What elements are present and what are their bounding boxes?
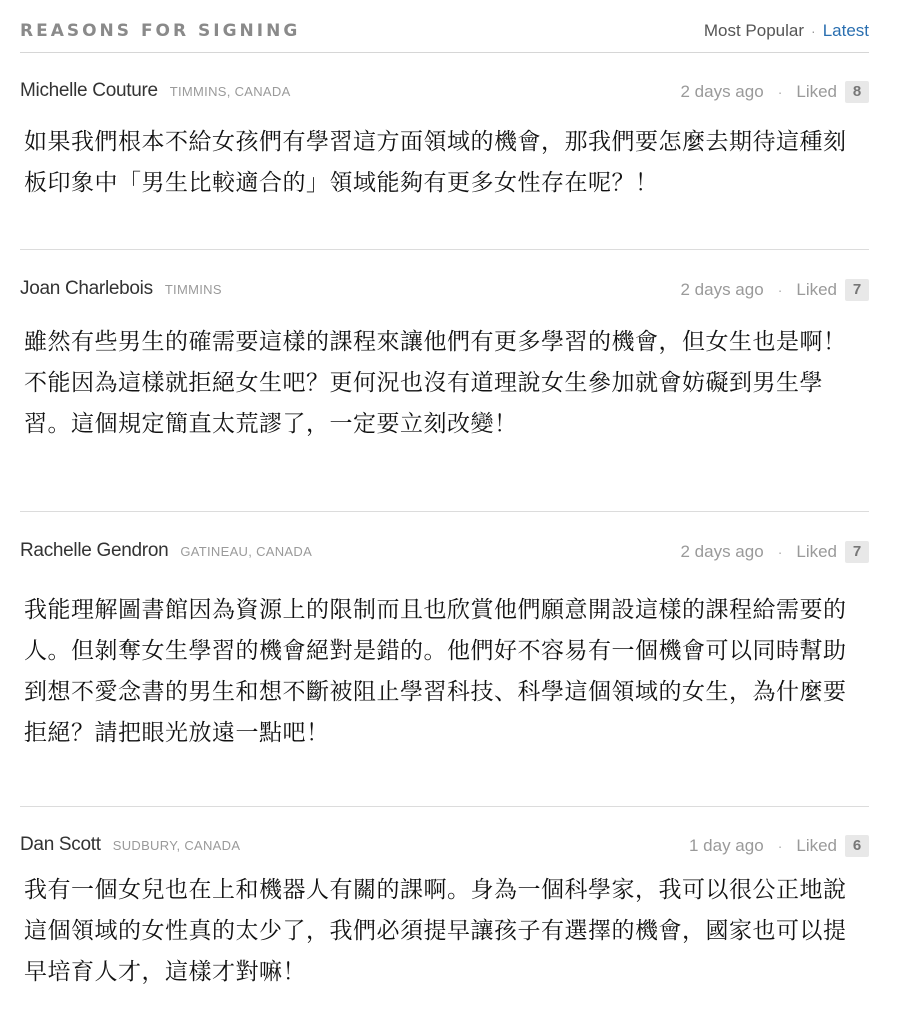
comment-meta xyxy=(20,540,869,570)
comment-item xyxy=(20,540,869,754)
comment-stats xyxy=(681,541,870,563)
like-count-badge: 7 xyxy=(845,541,869,563)
comment-meta xyxy=(20,80,869,110)
commenter-name[interactable]: Rachelle Gendron xyxy=(20,540,169,561)
comment-text: 如果我們根本不給女孩們有學習這方面領域的機會，那我們要怎麼去期待這種刻板印象中「男生比較適合的」領域能夠有更多女性存在呢？！ xyxy=(24,129,847,196)
commenter-location: GATINEAU, CANADA xyxy=(180,544,313,559)
like-count-badge: 6 xyxy=(845,835,869,857)
meta-separator: · xyxy=(777,84,783,100)
comment-stats xyxy=(681,81,870,103)
comment-divider xyxy=(20,511,869,512)
comment-author-row xyxy=(20,278,222,300)
commenter-location: TIMMINS, CANADA xyxy=(169,84,291,99)
commenter-name[interactable]: Michelle Couture xyxy=(20,80,158,101)
comment-divider xyxy=(20,249,869,250)
comment-author-row xyxy=(20,540,312,562)
comment-timestamp: 2 days ago xyxy=(680,542,764,561)
comment-stats xyxy=(681,279,870,301)
sort-most-popular-link[interactable]: Most Popular xyxy=(703,21,805,40)
commenter-name[interactable]: Joan Charlebois xyxy=(20,278,153,299)
comment-meta xyxy=(20,834,869,864)
sort-latest-link[interactable]: Latest xyxy=(822,21,869,40)
comment-item xyxy=(20,80,869,204)
like-button[interactable]: Liked xyxy=(796,836,837,855)
commenter-location: TIMMINS xyxy=(164,282,222,297)
comment-item xyxy=(20,278,869,445)
like-count-badge: 7 xyxy=(845,279,869,301)
comment-meta xyxy=(20,278,869,308)
comment-author-row xyxy=(20,80,291,102)
comment-text: 我有一個女兒也在上和機器人有關的課啊。身為一個科學家，我可以很公正地說這個領域的女性真的太少了，我們必須提早讓孩子有選擇的機會，國家也可以提早培育人才，這樣才對嘛！ xyxy=(24,877,847,985)
meta-separator: · xyxy=(777,838,783,854)
comment-stats xyxy=(689,835,869,857)
comment-author-row xyxy=(20,834,240,856)
meta-separator: · xyxy=(777,544,783,560)
like-button[interactable]: Liked xyxy=(796,542,837,561)
section-header xyxy=(20,0,869,53)
meta-separator: · xyxy=(777,282,783,298)
like-button[interactable]: Liked xyxy=(796,82,837,101)
like-count-badge: 8 xyxy=(845,81,869,103)
reasons-for-signing-panel xyxy=(20,0,869,985)
section-title: REASONS FOR SIGNING xyxy=(20,21,301,41)
sort-controls xyxy=(704,21,869,41)
comment-text: 我能理解圖書館因為資源上的限制而且也欣賞他們願意開設這樣的課程給需要的人。但剝奪女生學習的機會絕對是錯的。他們好不容易有一個機會可以同時幫助到想不愛念書的男生和想不斷被阻止學習科技、科學這個領域的女生，為什麼要拒絕？請把眼光放遠一點吧！ xyxy=(24,597,847,746)
comment-text: 雖然有些男生的確需要這樣的課程來讓他們有更多學習的機會，但女生也是啊！不能因為這樣就拒絕女生吧？更何況也沒有道理說女生參加就會妨礙到男生學習。這個規定簡直太荒謬了，一定要立刻改變！ xyxy=(24,329,847,437)
comment-divider xyxy=(20,806,869,807)
commenter-location: SUDBURY, CANADA xyxy=(112,838,241,853)
comment-item xyxy=(20,834,869,993)
comment-timestamp: 2 days ago xyxy=(680,280,764,299)
like-button[interactable]: Liked xyxy=(796,280,837,299)
comment-timestamp: 2 days ago xyxy=(680,82,764,101)
commenter-name[interactable]: Dan Scott xyxy=(20,834,101,855)
comment-timestamp: 1 day ago xyxy=(689,836,764,855)
sort-separator: · xyxy=(811,23,816,39)
